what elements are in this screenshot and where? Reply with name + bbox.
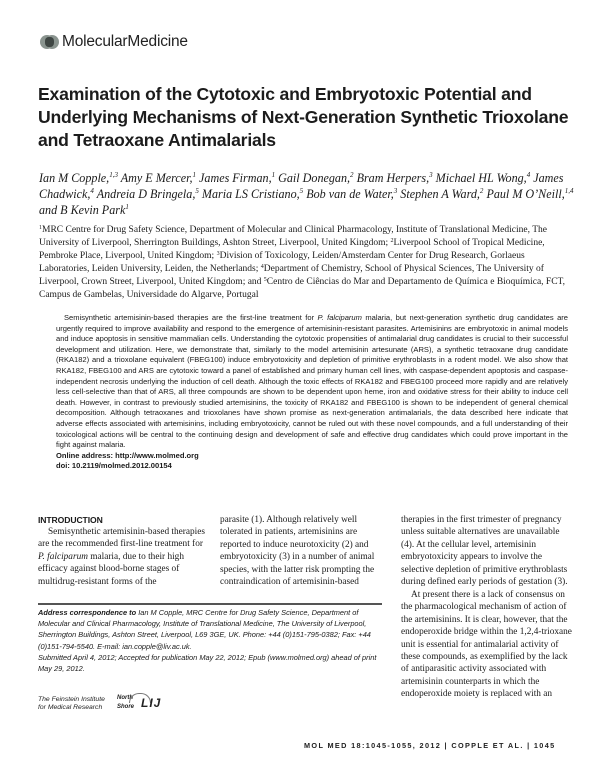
feinstein-institute-logo: The Feinstein Institute for Medical Research	[38, 696, 105, 711]
affiliation-marker: 3	[393, 187, 398, 195]
body-column-1	[38, 514, 208, 588]
author-name: Gail Donegan,	[278, 171, 351, 185]
author-name: Bram Herpers,	[356, 171, 430, 185]
correspondence-text: Ian M Copple, MRC Centre for Drug Safety Science, Department of Molecular and Clinical Pharmacology, Institute of Translational Medicine, The University of Liverpool, Sherrington Buildings, Ashton Street, Liverpool, L69 3GE, UK. Phone: +44 (0)151-795-0382; Fax: +44 (0)151-794-5540. E-mail: ian.copple@liv.ac.uk.	[38, 608, 371, 651]
author-name: Michael HL Wong,	[435, 171, 527, 185]
affiliation-marker: 1	[125, 203, 129, 211]
abstract	[56, 313, 568, 472]
author-name: and B Kevin Park	[39, 203, 126, 217]
affiliation-marker: 3	[429, 171, 433, 179]
abstract-text: Semisynthetic artemisinin-based therapies are the first-line treatment for P. falciparum malaria, but next-generation synthetic drug candidates are urgently required to improve availability and respond to the emergence of artemisinin-resistant parasites. Artemisinins are embryotoxic in animal models and induce apoptosis in sensitive mammalian cells. Understanding the cytotoxic propensities of antimalarial drug candidates is crucial to their successful development and utilization. Here, we demonstrate that, similarly to the model artemisinin artesunate (ARS), a synthetic tetraoxane drug candidate (RKA182) and a trioxolane equivalent (FBEG100) induce embryotoxicity and depletion of primitive erythroblasts in a rodent model. We also show that RKA182, FBEG100 and ARS are cytotoxic toward a panel of established and primary human cell lines, with caspase-dependent apoptosis and caspase-independent necrosis underlying the induction of cell death. Although the toxic effects of RKA182 and FBEG100 proceed more rapidly and are relatively less cell-selective than that of ARS, all three compounds are shown to be dependent upon heme, iron and oxidative stress for their ability to induce cell death. However, in contrast to previously studied artemisinins, the toxicity of RKA182 and FBEG100 is shown to be independent of general chemical decomposition. Although tetraoxanes and trioxolanes have shown promise as next-generation antimalarials, the data described here indicate that adverse effects associated with artemisinins, including embryotoxicity, cannot be ruled out with these novel compounds, and a full understanding of their toxicological actions will be central to the continuing design and development of safe and effective drug candidates which could prove important in the fight against malaria.	[56, 313, 568, 450]
article-title: Examination of the Cytotoxic and Embryotoxic Potential and Underlying Mechanisms of Next-Generation Synthetic Trioxolane and Tetraoxane Antimalarials	[38, 84, 569, 150]
affiliation-number: 5	[263, 277, 267, 283]
affiliation-marker: 1,3	[109, 171, 118, 179]
affiliation-marker: 1,4	[564, 187, 574, 195]
divider	[38, 603, 382, 605]
affiliation-text: MRC Centre for Drug Safety Science, Department of Molecular and Clinical Pharmacology, Institute of Translational Medicine, The University of Liverpool, Sherrington Buildings, Ashton Street, Liverpool, United Kingdom;	[39, 225, 547, 248]
author-name: Andreia D Bringela,	[96, 187, 196, 201]
affiliations	[39, 224, 574, 302]
page-footer: MOL MED 18:1045-1055, 2012 | COPPLE ET AL. | 1045	[304, 741, 556, 750]
section-heading-introduction: INTRODUCTION	[38, 515, 103, 525]
affiliation-number: 4	[260, 264, 264, 270]
affiliation-text: Division of Toxicology, Leiden/Amsterdam Center for Drug Research, Gorlaeus Laboratories, Leiden University, Leiden, the Netherlands;	[39, 251, 525, 274]
affiliation-marker: 4	[526, 171, 531, 179]
paragraph: At present there is a lack of consensus on the pharmacological mechanism of action of the artemisinins. It is clear, however, that the endoperoxide bridge within the 1,2,4-trioxane unit is essential for antimalarial activity of these compounds, as exemplified by the lack of antiparasitic activity associated with artemisinin counterparts in which the endoperoxide moiety is replaced with an	[401, 589, 572, 700]
doi[interactable]: doi: 10.2119/molmed.2012.00154	[56, 461, 172, 471]
molecular-medicine-logo-icon	[40, 34, 60, 50]
paragraph: parasite (1). Although relatively well tolerated in patients, artemisinins are reported to induce neurotoxicity (2) and embryotoxicity (3) in a number of animal species, with the latter risk prompting the contraindication of artemisinin-based	[220, 515, 375, 588]
paragraph: Semisynthetic artemisinin-based therapies are the recommended first-line treatment for P. falciparum malaria, due to their high efficacy against blood-borne stages of multidrug-resistant forms of the	[38, 527, 205, 587]
author-name: Bob van de Water,	[306, 187, 394, 201]
author-name: Amy E Mercer,	[120, 171, 193, 185]
submission-dates: Submitted April 4, 2012; Accepted for publication May 22, 2012; Epub (www.molmed.org) ahead of print May 29, 2012.	[38, 652, 377, 674]
affiliation-text: Liverpool School of Tropical Medicine, Pembroke Place, Liverpool, United Kingdom;	[39, 238, 545, 261]
author-name: Ian M Copple,	[39, 171, 110, 185]
affiliation-text: Centro de Ciências do Mar and Departamento de Química e Bioquímica, FCT, Campus de Gambelas, Universidade do Algarve, Portugal	[39, 277, 565, 300]
author-name: Stephen A Ward,	[400, 187, 480, 201]
journal-logo	[40, 33, 188, 51]
body-column-3	[401, 514, 573, 701]
affiliation-marker: 1	[271, 171, 276, 179]
author-name: James Firman,	[199, 171, 272, 185]
author-name: Paul M O’Neill,	[486, 187, 565, 201]
affiliation-marker: 4	[90, 187, 94, 195]
affiliation-marker: 2	[479, 187, 484, 195]
correspondence-label: Address correspondence to	[38, 608, 137, 617]
north-shore-lij-logo: North Shore LIJ	[117, 695, 162, 710]
author-name: James Chadwick,	[39, 171, 564, 201]
affiliation-number: 2	[390, 238, 394, 244]
correspondence-note	[38, 607, 384, 674]
affiliation-marker: 5	[299, 187, 304, 195]
journal-name: MolecularMedicine	[62, 33, 188, 50]
affiliation-marker: 5	[195, 187, 199, 195]
affiliation-marker: 2	[350, 171, 354, 179]
online-address[interactable]: Online address: http://www.molmed.org	[56, 450, 199, 460]
affiliation-number: 1	[39, 225, 42, 231]
paragraph: therapies in the first trimester of pregnancy unless suitable alternatives are unavailable (4). At the cellular level, artemisinin embryotoxicity appears to involve the selective depletion of primitive erythroblasts during defined early periods of gestation (3).	[401, 515, 568, 588]
affiliation-marker: 1	[192, 171, 197, 179]
affiliation-number: 3	[216, 251, 220, 257]
author-list	[39, 170, 579, 218]
author-name: Maria LS Cristiano,	[201, 187, 300, 201]
body-column-2	[220, 514, 390, 589]
affiliation-text: Department of Chemistry, School of Physical Sciences, The University of Liverpool, Crown Street, Liverpool, United Kingdom; and	[39, 264, 544, 287]
